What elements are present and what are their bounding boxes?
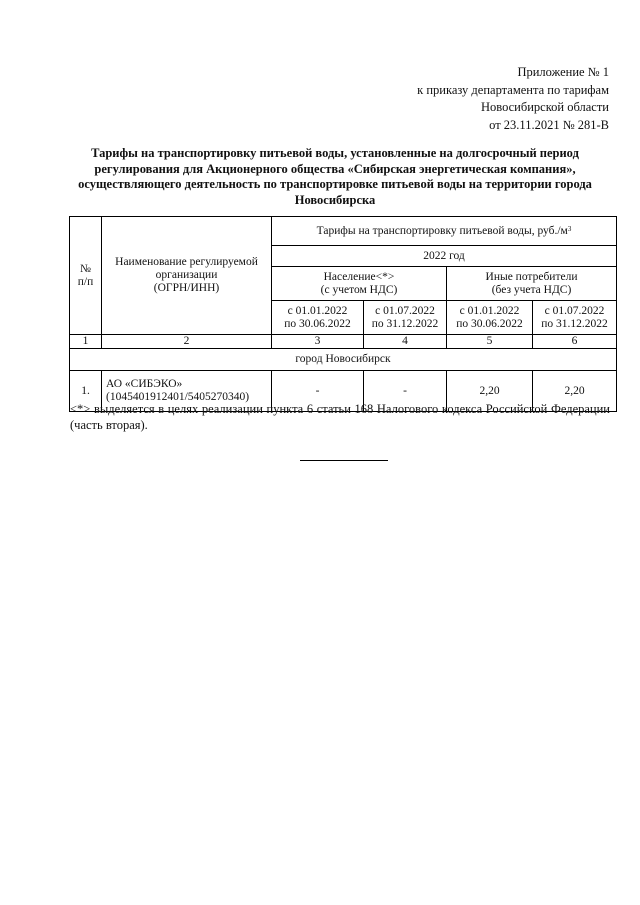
- tariff-value: 2,20: [533, 371, 617, 412]
- header-organization-cell: [102, 217, 272, 335]
- header-org-line: (ОГРН/ИНН): [153, 282, 220, 294]
- annex-header: [417, 64, 609, 134]
- period-to: по 31.12.2022: [371, 317, 439, 330]
- column-number: 4: [364, 335, 447, 349]
- annex-line: Приложение № 1: [517, 65, 609, 79]
- annex-line: Новосибирской области: [480, 100, 609, 114]
- group-population-vat: (с учетом НДС): [320, 283, 398, 296]
- header-population-cell: [272, 267, 447, 301]
- period-cell: [447, 301, 533, 335]
- column-number: 1: [70, 335, 102, 349]
- annex-line: к приказу департамента по тарифам: [417, 82, 609, 97]
- header-org-line: организации: [155, 269, 218, 281]
- column-number: 3: [272, 335, 364, 349]
- header-number-label: №: [80, 262, 91, 275]
- header-year-cell: 2022 год: [272, 246, 617, 267]
- period-cell: [364, 301, 447, 335]
- period-to: по 30.06.2022: [456, 317, 523, 330]
- header-other-consumers-cell: [447, 267, 617, 301]
- organization-ids: (1045401912401/5405270340): [106, 391, 250, 403]
- header-tariffs-cell: [272, 217, 617, 246]
- period-to: по 30.06.2022: [284, 317, 351, 330]
- footnote: <*> выделяется в целях реализации пункта 6 статьи 168 Налогового кодекса Российской Федерации (часть вторая).: [70, 402, 610, 432]
- period-cell: [533, 301, 617, 335]
- group-other-label: Иные потребители: [485, 270, 578, 283]
- tariff-value: -: [272, 371, 364, 412]
- header-tariffs-label: Тарифы на транспортировку питьевой воды, руб./м: [316, 224, 568, 237]
- document-title: Тарифы на транспортировку питьевой воды, установленные на долгосрочный период регулирования для Акционерного общества «Сибирская энергетическая компания», осуществляющего деятельность по транспортировке питьевой воды на территории города Новосибирска: [78, 146, 592, 207]
- row-number: 1.: [70, 371, 102, 412]
- column-number: 2: [102, 335, 272, 349]
- city-row: город Новосибирск: [70, 349, 617, 371]
- group-population-label: Население<*>: [323, 270, 395, 283]
- organization-name: АО «СИБЭКО»: [106, 378, 183, 390]
- tariff-value: -: [364, 371, 447, 412]
- period-from: с 01.07.2022: [375, 304, 435, 317]
- header-number-label-2: п/п: [77, 275, 94, 288]
- column-number: 5: [447, 335, 533, 349]
- period-to: по 31.12.2022: [541, 317, 608, 330]
- group-other-vat: (без учета НДС): [491, 283, 572, 296]
- annex-line: от 23.11.2021 № 281-В: [489, 117, 609, 132]
- period-from: с 01.01.2022: [459, 304, 520, 317]
- period-from: с 01.01.2022: [287, 304, 348, 317]
- header-org-line: Наименование регулируемой: [115, 256, 258, 268]
- period-cell: [272, 301, 364, 335]
- column-number: 6: [533, 335, 617, 349]
- closing-divider: [300, 460, 388, 461]
- tariffs-table: [69, 216, 617, 412]
- tariff-value: 2,20: [447, 371, 533, 412]
- period-from: с 01.07.2022: [544, 304, 605, 317]
- header-tariffs-unit-sup: 3: [567, 224, 572, 233]
- header-number-cell: [70, 217, 102, 335]
